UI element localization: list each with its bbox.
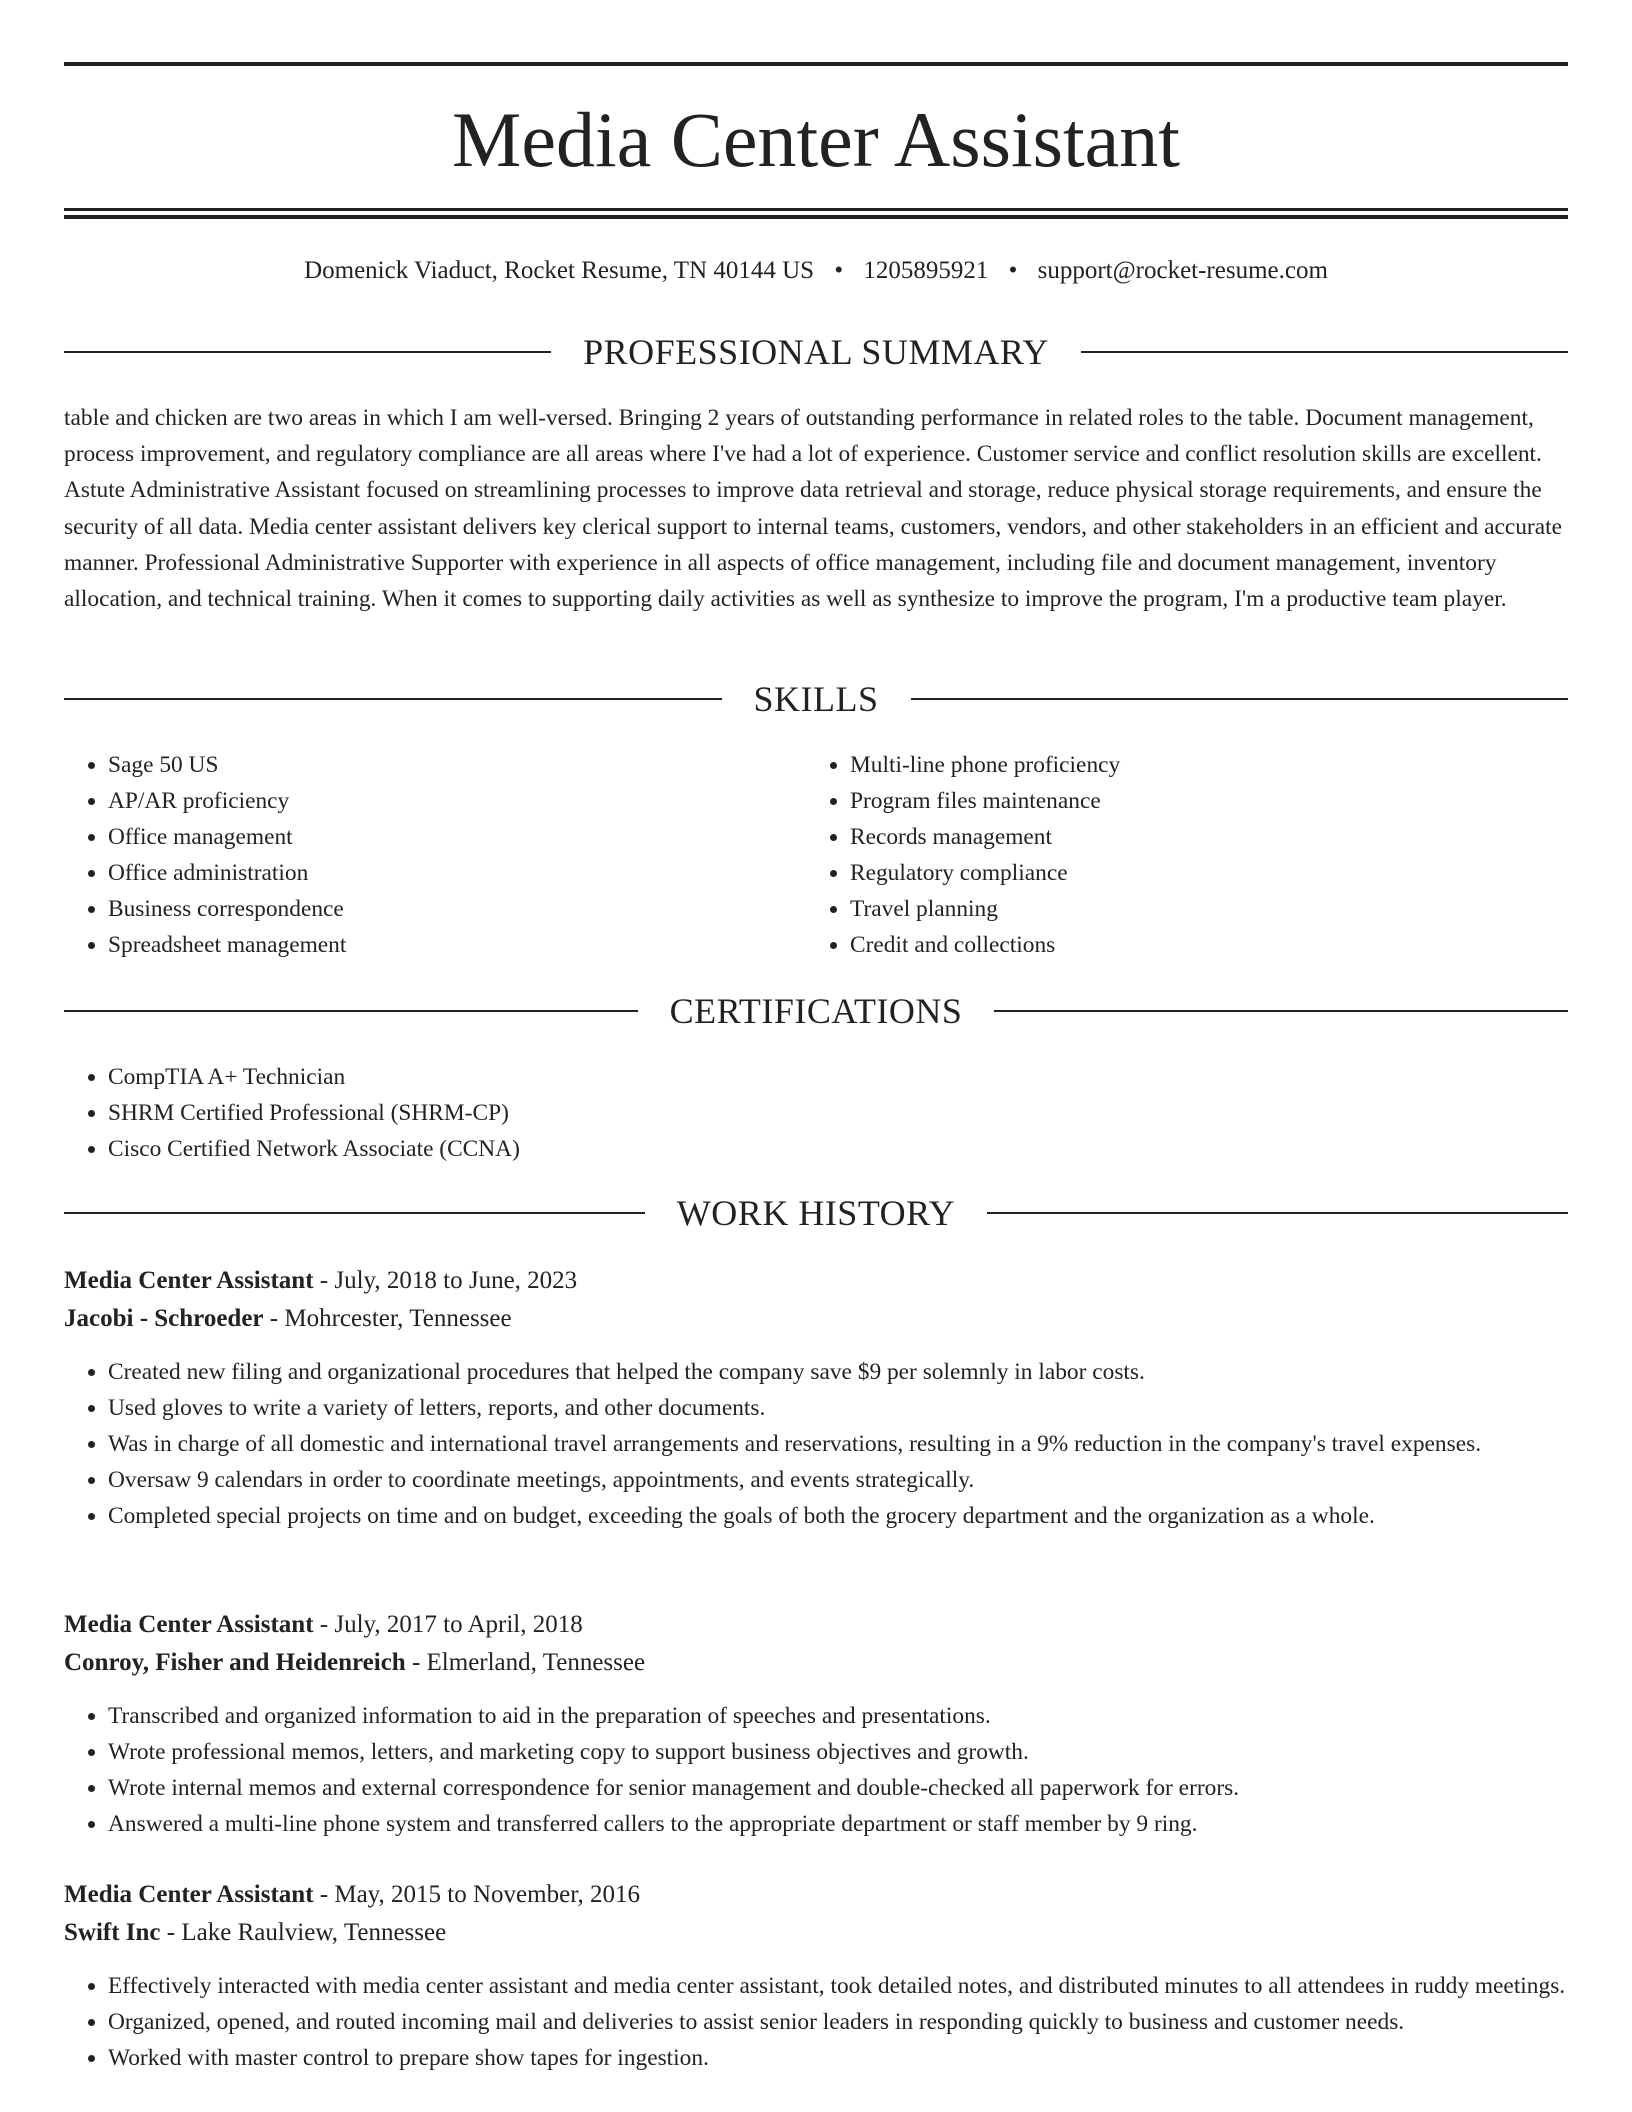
section-rule [64,1010,638,1012]
job-bullets [64,1698,1568,1842]
job-bullet: • Oversaw 9 calendars in order to coordinate meetings, appointments, and events strategically. [108,1462,1568,1498]
contact-separator: • [834,257,844,284]
certifications-list [64,1059,1568,1167]
skills-left-list [64,747,764,963]
job-bullet: • Transcribed and organized information to aid in the preparation of speeches and presentations. [108,1698,1568,1734]
work-heading: WORK HISTORY [676,1193,956,1233]
contact-line [64,254,1568,288]
skill-item: • Regulatory compliance [850,855,1506,891]
contact-phone: 1205895921 [863,257,989,284]
top-rule [64,62,1568,66]
skills-heading: SKILLS [753,679,879,719]
summary-section-header [64,330,1568,374]
job-bullet: • Wrote professional memos, letters, and marketing copy to support business objectives and growth. [108,1734,1568,1770]
contact-email: support@rocket-resume.com [1037,257,1328,284]
work-section-header [64,1191,1568,1235]
skills-left-column [64,747,764,963]
job-company: Swift Inc [64,1919,161,1946]
title-double-rule [64,208,1568,219]
job-dates: - July, 2018 to June, 2023 [313,1267,578,1294]
skills-section-header [64,677,1568,721]
section-rule [994,1010,1568,1012]
skill-item: • Business correspondence [108,891,764,927]
skill-item: • Office administration [108,855,764,891]
job-bullet: • Used gloves to write a variety of letters, reports, and other documents. [108,1390,1568,1426]
job-title-line [64,1606,1568,1644]
job-company-line [64,1644,1568,1682]
certifications-section-header [64,989,1568,1033]
resume-title: Media Center Assistant [452,96,1180,183]
job-bullet: • Answered a multi-line phone system and transferred callers to the appropriate department or staff member by 9 ring. [108,1806,1568,1842]
skill-item: • Sage 50 US [108,747,764,783]
job-title-line [64,1876,1568,1914]
summary-heading: PROFESSIONAL SUMMARY [583,332,1049,372]
certification-item: • CompTIA A+ Technician [108,1059,1568,1095]
certification-item: • Cisco Certified Network Associate (CCNA) [108,1131,1568,1167]
certification-item: • SHRM Certified Professional (SHRM-CP) [108,1095,1568,1131]
job-title: Media Center Assistant [64,1881,314,1908]
job-entry [64,1876,1568,2076]
job-bullet: • Created new filing and organizational procedures that helped the company save $9 per solemnly in labor costs. [108,1354,1568,1390]
skills-right-column [806,747,1506,963]
skill-item: • AP/AR proficiency [108,783,764,819]
job-location: - Lake Raulview, Tennessee [160,1919,447,1946]
job-bullets [64,1354,1568,1534]
job-company-line [64,1914,1568,1952]
skill-item: • Credit and collections [850,927,1506,963]
certifications-block [64,1059,1568,1167]
job-company-line [64,1300,1568,1338]
certifications-heading: CERTIFICATIONS [669,991,963,1031]
job-title: Media Center Assistant [64,1267,314,1294]
section-rule [987,1212,1568,1214]
job-bullet: • Effectively interacted with media center assistant and media center assistant, took detailed notes, and distributed minutes to all attendees in ruddy meetings. [108,1968,1568,2004]
job-location: - Mohrcester, Tennessee [263,1305,512,1332]
job-bullet: • Worked with master control to prepare show tapes for ingestion. [108,2040,1568,2076]
section-rule [64,698,722,700]
job-title: Media Center Assistant [64,1611,314,1638]
section-rule [911,698,1569,700]
job-bullet: • Completed special projects on time and on budget, exceeding the goals of both the grocery department and the organization as a whole. [108,1498,1568,1534]
job-bullet: • Wrote internal memos and external correspondence for senior management and double-checked all paperwork for errors. [108,1770,1568,1806]
section-rule [1081,351,1568,353]
skill-item: • Office management [108,819,764,855]
job-entry [64,1262,1568,1534]
job-entry [64,1606,1568,1842]
job-bullet: • Was in charge of all domestic and international travel arrangements and reservations, resulting in a 9% reduction in the company's travel expenses. [108,1426,1568,1462]
skill-item: • Program files maintenance [850,783,1506,819]
job-bullets [64,1968,1568,2076]
job-location: - Elmerland, Tennessee [405,1649,646,1676]
job-company: Jacobi - Schroeder [64,1305,264,1332]
contact-separator: • [1008,257,1018,284]
skill-item: • Records management [850,819,1506,855]
summary-text: table and chicken are two areas in which I am well-versed. Bringing 2 years of outstanding performance in related roles to the table. Document management, process improvement, and regulatory compliance are all areas where I've had a lot of experience. Customer service and conflict resolution skills are excellent. Astute Administrative Assistant focused on streamlining processes to improve data retrieval and storage, reduce physical storage requirements, and ensure the security of all data. Media center assistant delivers key clerical support to internal teams, customers, vendors, and other stakeholders in an efficient and accurate manner. Professional Administrative Supporter with experience in all aspects of office management, including file and document management, inventory allocation, and technical training. When it comes to supporting daily activities as well as synthesize to improve the program, I'm a productive team player. [64,405,1562,613]
section-rule [64,1212,645,1214]
job-title-line [64,1262,1568,1300]
contact-address: Domenick Viaduct, Rocket Resume, TN 40144 US [304,257,815,284]
job-dates: - May, 2015 to November, 2016 [313,1881,641,1908]
job-company: Conroy, Fisher and Heidenreich [64,1649,406,1676]
section-rule [64,351,551,353]
job-bullet: • Organized, opened, and routed incoming mail and deliveries to assist senior leaders in responding quickly to business and customer needs. [108,2004,1568,2040]
job-dates: - July, 2017 to April, 2018 [313,1611,583,1638]
skill-item: • Multi-line phone proficiency [850,747,1506,783]
skills-right-list [806,747,1506,963]
skill-item: • Travel planning [850,891,1506,927]
skill-item: • Spreadsheet management [108,927,764,963]
